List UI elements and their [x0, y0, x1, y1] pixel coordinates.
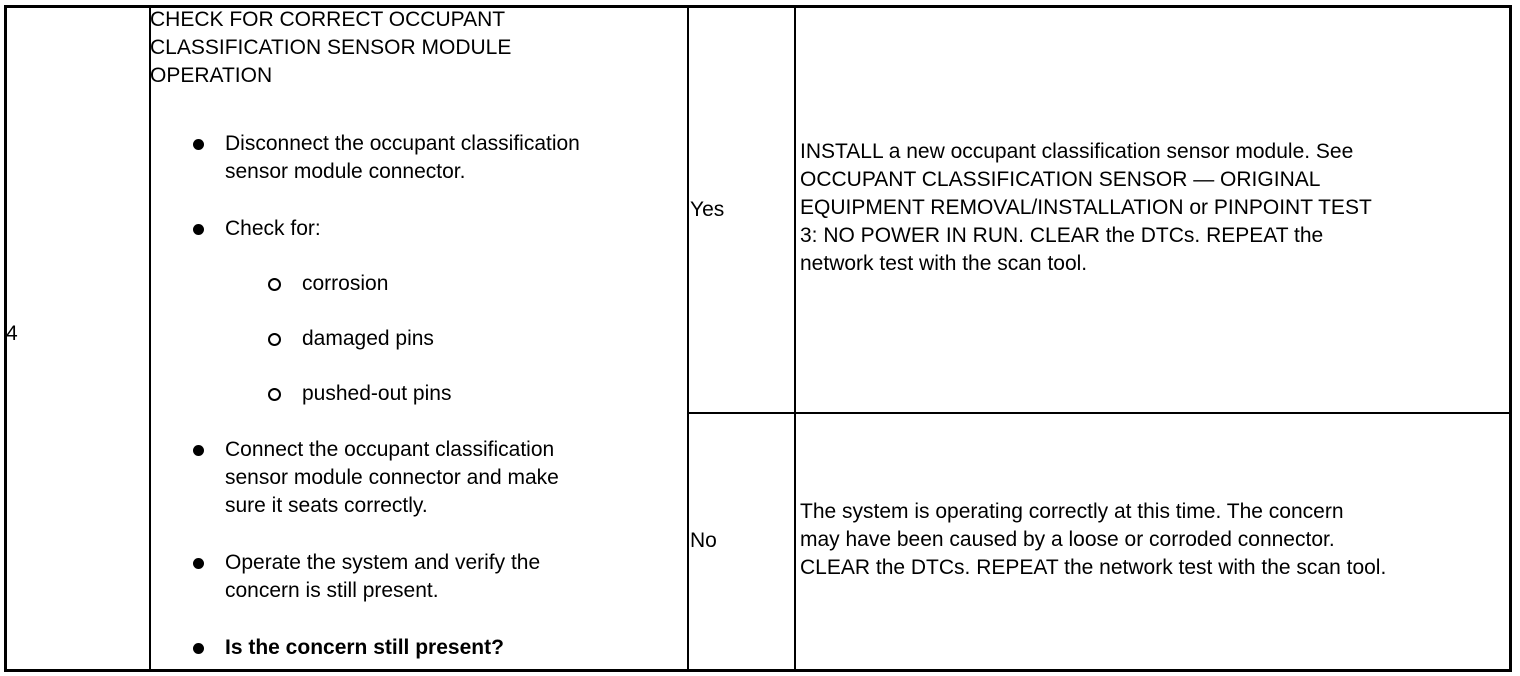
instruction-line: sensor module connector.: [225, 160, 466, 183]
step-title-line: CLASSIFICATION SENSOR MODULE: [150, 36, 512, 59]
instruction-connect: [193, 436, 695, 520]
instruction-disconnect: [193, 130, 695, 186]
check-item-label: damaged pins: [302, 327, 434, 350]
instruction-line: Disconnect the occupant classification: [225, 132, 580, 155]
step-number: 4: [6, 322, 18, 345]
instruction-line: concern is still present.: [225, 579, 439, 602]
check-item-pushed-out-pins: [268, 380, 451, 408]
column-divider: [794, 8, 796, 669]
column-divider: [149, 8, 151, 669]
result-line: INSTALL a new occupant classification sensor module. See: [800, 140, 1354, 163]
instruction-line: Check for:: [225, 217, 321, 240]
step-title: [150, 6, 670, 90]
result-line: OCCUPANT CLASSIFICATION SENSOR — ORIGINAL: [800, 168, 1321, 191]
result-line: 3: NO POWER IN RUN. CLEAR the DTCs. REPEAT the: [800, 224, 1324, 247]
result-line: CLEAR the DTCs. REPEAT the network test with the scan tool.: [800, 556, 1387, 579]
result-yes: [800, 138, 1500, 278]
answer-no-label: No: [690, 529, 717, 552]
instruction-check-for: [193, 215, 695, 243]
answer-yes-label: Yes: [690, 198, 725, 221]
row-divider: [688, 412, 1509, 414]
check-item-damaged-pins: [268, 325, 434, 353]
instruction-line: sure it seats correctly.: [225, 494, 428, 517]
instruction-operate: [193, 549, 695, 605]
instruction-line: Is the concern still present?: [225, 636, 504, 659]
instruction-question: [193, 634, 695, 662]
instruction-line: sensor module connector and make: [225, 466, 559, 489]
check-item-label: pushed-out pins: [302, 382, 452, 405]
instruction-line: Connect the occupant classification: [225, 438, 555, 461]
check-item-corrosion: [268, 270, 388, 298]
result-line: The system is operating correctly at this time. The concern: [800, 500, 1344, 523]
result-line: EQUIPMENT REMOVAL/INSTALLATION or PINPOINT TEST: [800, 196, 1372, 219]
instruction-line: Operate the system and verify the: [225, 551, 541, 574]
result-line: network test with the scan tool.: [800, 252, 1088, 275]
result-no: [800, 498, 1500, 582]
step-title-line: CHECK FOR CORRECT OCCUPANT: [150, 8, 506, 31]
step-title-line: OPERATION: [150, 64, 273, 87]
result-line: may have been caused by a loose or corroded connector.: [800, 528, 1335, 551]
check-item-label: corrosion: [302, 272, 389, 295]
